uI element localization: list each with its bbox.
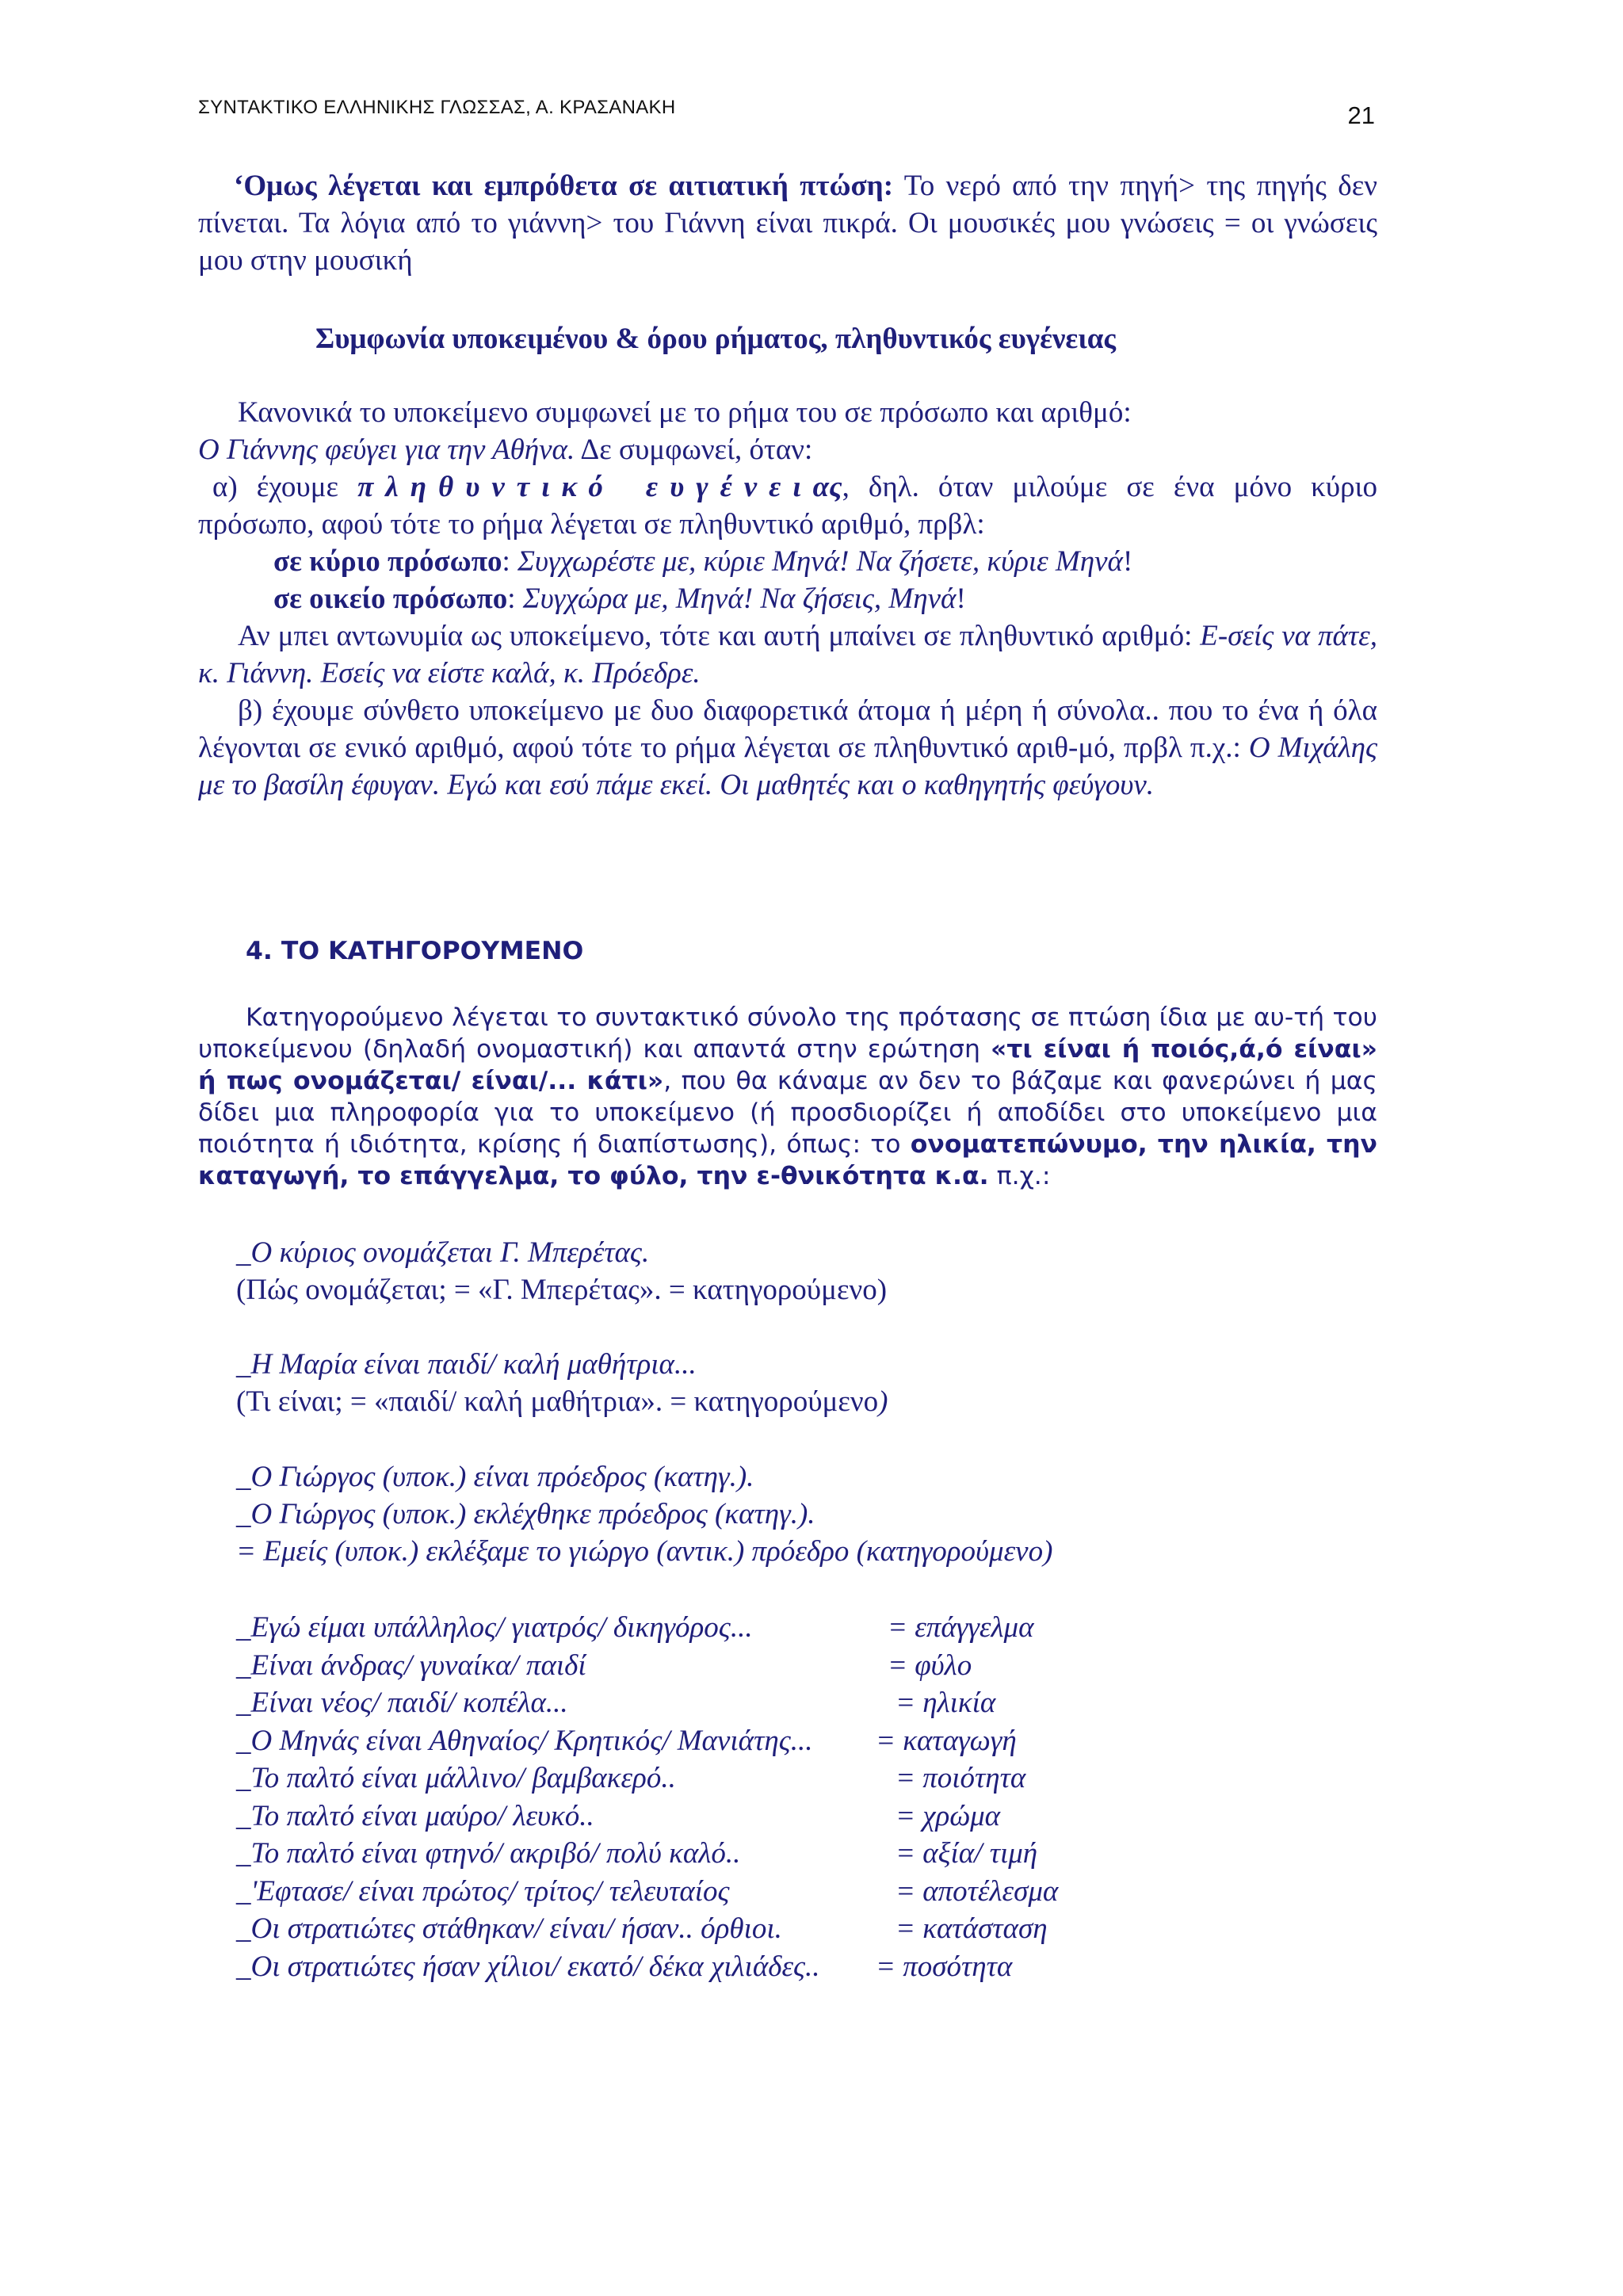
example-group-president: _Ο Γιώργος (υποκ.) είναι πρόεδρος (κατηγ.). _Ο Γιώργος (υποκ.) εκλέχθηκε πρόεδρος (κατηγ.). = Εμείς (υποκ.) εκλέξαμε το γιώργο (αντικ.) πρόεδρο (κατηγορούμενο) xyxy=(236,1461,1053,1568)
list-item: _Το παλτό είναι φτηνό/ ακριβό/ πολύ καλό.. = αξία/ τιμή xyxy=(236,1837,1038,1870)
example-formal: σε κύριο πρόσωπο: Συγχωρέστε με, κύριε Μηνά! Να ζήσετε, κύριε Μηνά! xyxy=(273,545,1133,578)
definition-paragraph: Κατηγορούμενο λέγεται το συντακτικό σύνολο της πρότασης σε πτώση ίδια με αυ-τή του υποκείμενου (δηλαδή ονομαστική) και απαντά στην ερώτηση «τι είναι ή ποιός,ά,ό είναι» ή πως ονομάζεται/ είναι/... κάτι», που θα κάναμε αν δεν το βάζαμε και φανερώνει ή μας δίδει μια πληροφορία για το υποκείμενο (ή προσδιορίζει ή αποδίδει στο υποκείμενο μια ποιότητα ή ιδιότητα, κρίσης ή διαπίστωσης), όπως: το ονοματεπώνυμο, την ηλικία, την καταγωγή, το επάγγελμα, το φύλο, την ε-θνικότητα κ.α. π.χ.: xyxy=(198,1003,1378,1190)
example-group-name: _Ο κύριος ονομάζεται Γ. Μπερέτας. (Πώς ονομάζεται; = «Γ. Μπερέτας». = κατηγορούμενο) xyxy=(236,1236,888,1306)
list-item: _Το παλτό είναι μαύρο/ λευκό.. = χρώμα xyxy=(236,1799,1001,1832)
example-group-child: _Η Μαρία είναι παιδί/ καλή μαθήτρια... (Τι είναι; = «παιδί/ καλή μαθήτρια». = κατηγορούμενο) xyxy=(236,1348,888,1418)
list-item: _'Εφτασε/ είναι πρώτος/ τρίτος/ τελευταίος = αποτέλεσμα xyxy=(236,1874,1059,1908)
agreement-rule: Κανονικά το υποκείμενο συμφωνεί με το ρήμα του σε πρόσωπο και αριθμό: xyxy=(238,396,1132,429)
list-item: _Είναι νέος/ παιδί/ κοπέλα... = ηλικία xyxy=(236,1687,996,1719)
pronoun-note: Αν μπει αντωνυμία ως υποκείμενο, τότε και αυτή μπαίνει σε πληθυντικό αριθμό: Ε-σείς να πάτε, κ. Γιάννη. Εσείς να είστε καλά, κ. Πρόεδρε. xyxy=(198,620,1377,690)
list-item: _Ο Μηνάς είναι Αθηναίος/ Κρητικός/ Μανιάτης... = καταγωγή xyxy=(236,1724,1017,1757)
intro-paragraph xyxy=(198,167,1377,279)
agreement-section xyxy=(198,394,1377,804)
list-item: _Είναι άνδρας/ γυναίκα/ παιδί = φύλο xyxy=(236,1648,972,1682)
list-item: _Εγώ είμαι υπάλληλος/ γιατρός/ δικηγόρος... = επάγγελμα xyxy=(236,1611,1034,1644)
case-a: α) έχουμε πληθυντικό ευγένειας, δηλ. όταν μιλούμε σε ένα μόνο κύριο πρόσωπο, αφού τότε το ρήμα λέγεται σε πληθυντικό αριθμό, πρβλ: xyxy=(198,471,1377,541)
example-familiar: σε οικείο πρόσωπο: Συγχώρα με, Μηνά! Να ζήσεις, Μηνά! xyxy=(273,583,966,615)
list-item: _Οι στρατιώτες στάθηκαν/ είναι/ ήσαν.. όρθιοι. = κατάσταση xyxy=(236,1912,1048,1945)
intro-text: Το νερό από την πηγή> της πηγής δεν πίνεται. Τα λόγια από το γιάννη> του Γιάννη είναι πικρά. Οι μουσικές μου γνώσεις = οι γνώσεις μου στην μουσική xyxy=(198,170,1377,277)
list-item: _Οι στρατιώτες ήσαν χίλιοι/ εκατό/ δέκα χιλιάδες.. = ποσότητα xyxy=(236,1950,1013,1983)
list-item: _Το παλτό είναι μάλλινο/ βαμβακερό.. = ποιότητα xyxy=(236,1762,1026,1794)
case-b: β) έχουμε σύνθετο υποκείμενο με δυο διαφορετικά άτομα ή μέρη ή σύνολα.. που το ένα ή όλα λέγονται σε ενικό αριθμό, αφού τότε το ρήμα λέγεται σε πληθυντικό αριθ-μό, πρβλ π.χ.: Ο Μιχάλης με το βασίλη έφυγαν. Εγώ και εσύ πάμε εκεί. Οι μαθητές και ο καθηγητής φεύγουν. xyxy=(198,694,1377,801)
category-examples xyxy=(198,1609,1377,1985)
section-heading: Συμφωνία υποκειμένου & όρου ρήματος, πληθυντικός ευγένειας xyxy=(315,323,1116,355)
running-title: ΣΥΝΤΑΚΤΙΚΟ ΕΛΛΗΝΙΚΗΣ ΓΛΩΣΣΑΣ, Α. ΚΡΑΣΑΝΑΚΗ xyxy=(198,97,676,118)
intro-lead: ‘Ομως λέγεται και εμπρόθετα σε αιτιατική πτώση: xyxy=(234,170,894,202)
page-number: 21 xyxy=(1347,101,1375,129)
agreement-example: Ο Γιάννης φεύγει για την Αθήνα. Δε συμφωνεί, όταν: xyxy=(198,434,813,466)
chapter-heading: 4. ΤΟ ΚΑΤΗΓΟΡΟΥΜΕΝΟ xyxy=(246,937,584,965)
spaced-term: πληθυντικό ευγένει xyxy=(357,471,813,503)
